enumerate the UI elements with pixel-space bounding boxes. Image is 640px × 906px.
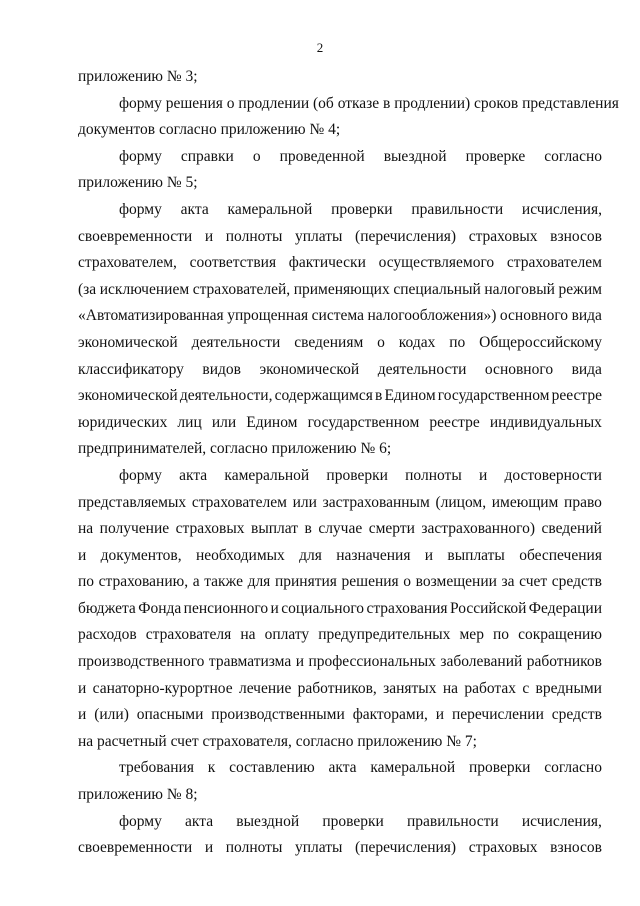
text-line: требования к составлению акта камеральной проверки согласно [119, 759, 602, 777]
text-line: своевременности и полноты уплаты (перечисления) страховых взносов [78, 227, 602, 245]
text-line: по страхованию, а также для принятия решения о возмещении за счет средств [78, 573, 602, 591]
text-line: классификатору видов экономической деятельности основного вида [78, 360, 602, 378]
text-line: и санаторно-курортное лечение работников, занятых на работах с вредными [78, 679, 602, 697]
text-line: документов согласно приложению № 4; [78, 121, 341, 139]
text-line: бюджета Фонда пенсионного и социального страхования Российской Федерации [78, 599, 602, 617]
text-line: приложению № 5; [78, 174, 198, 192]
text-line: своевременности и полноты уплаты (перечисления) страховых взносов [78, 839, 602, 857]
text-line: юридических лиц или Едином государственном реестре индивидуальных [78, 413, 602, 431]
text-line: страхователем, соответствия фактически осуществляемого страхователем [78, 254, 602, 272]
text-line: форму акта камеральной проверки полноты и достоверности [119, 466, 602, 484]
text-line: предпринимателей, согласно приложению № 6; [78, 440, 392, 458]
text-line: форму акта выездной проверки правильности исчисления, [119, 812, 602, 830]
text-line: и документов, необходимых для назначения и выплаты обеспечения [78, 546, 602, 564]
text-line: экономической деятельности сведениям о кодах по Общероссийскому [78, 333, 602, 351]
text-line: «Автоматизированная упрощенная система налогообложения») основного вида [78, 307, 602, 325]
text-line: экономической деятельности, содержащимся в Едином государственном реестре [78, 387, 602, 405]
document-body [78, 64, 619, 862]
text-line: форму справки о проведенной выездной проверке согласно [119, 147, 602, 165]
text-line: представляемых страхователем или застрахованным (лицом, имеющим право [78, 493, 602, 511]
text-line: и (или) опасными производственными факторами, и перечислении средств [78, 706, 602, 724]
text-line: производственного травматизма и профессиональных заболеваний работников [78, 653, 602, 671]
text-line: форму решения о продлении (об отказе в продлении) сроков представления [119, 94, 619, 112]
text-line: приложению № 3; [78, 68, 198, 85]
page-number: 2 [316, 40, 324, 55]
text-line: на получение страховых выплат в случае смерти застрахованного) сведений [78, 520, 602, 538]
text-line: приложению № 8; [78, 786, 198, 804]
text-line: на расчетный счет страхователя, согласно приложению № 7; [78, 732, 477, 750]
text-line: форму акта камеральной проверки правильности исчисления, [119, 200, 602, 218]
text-line: (за исключением страхователей, применяющих специальный налоговый режим [78, 280, 602, 298]
text-line: расходов страхователя на оплату предупредительных мер по сокращению [78, 626, 602, 644]
